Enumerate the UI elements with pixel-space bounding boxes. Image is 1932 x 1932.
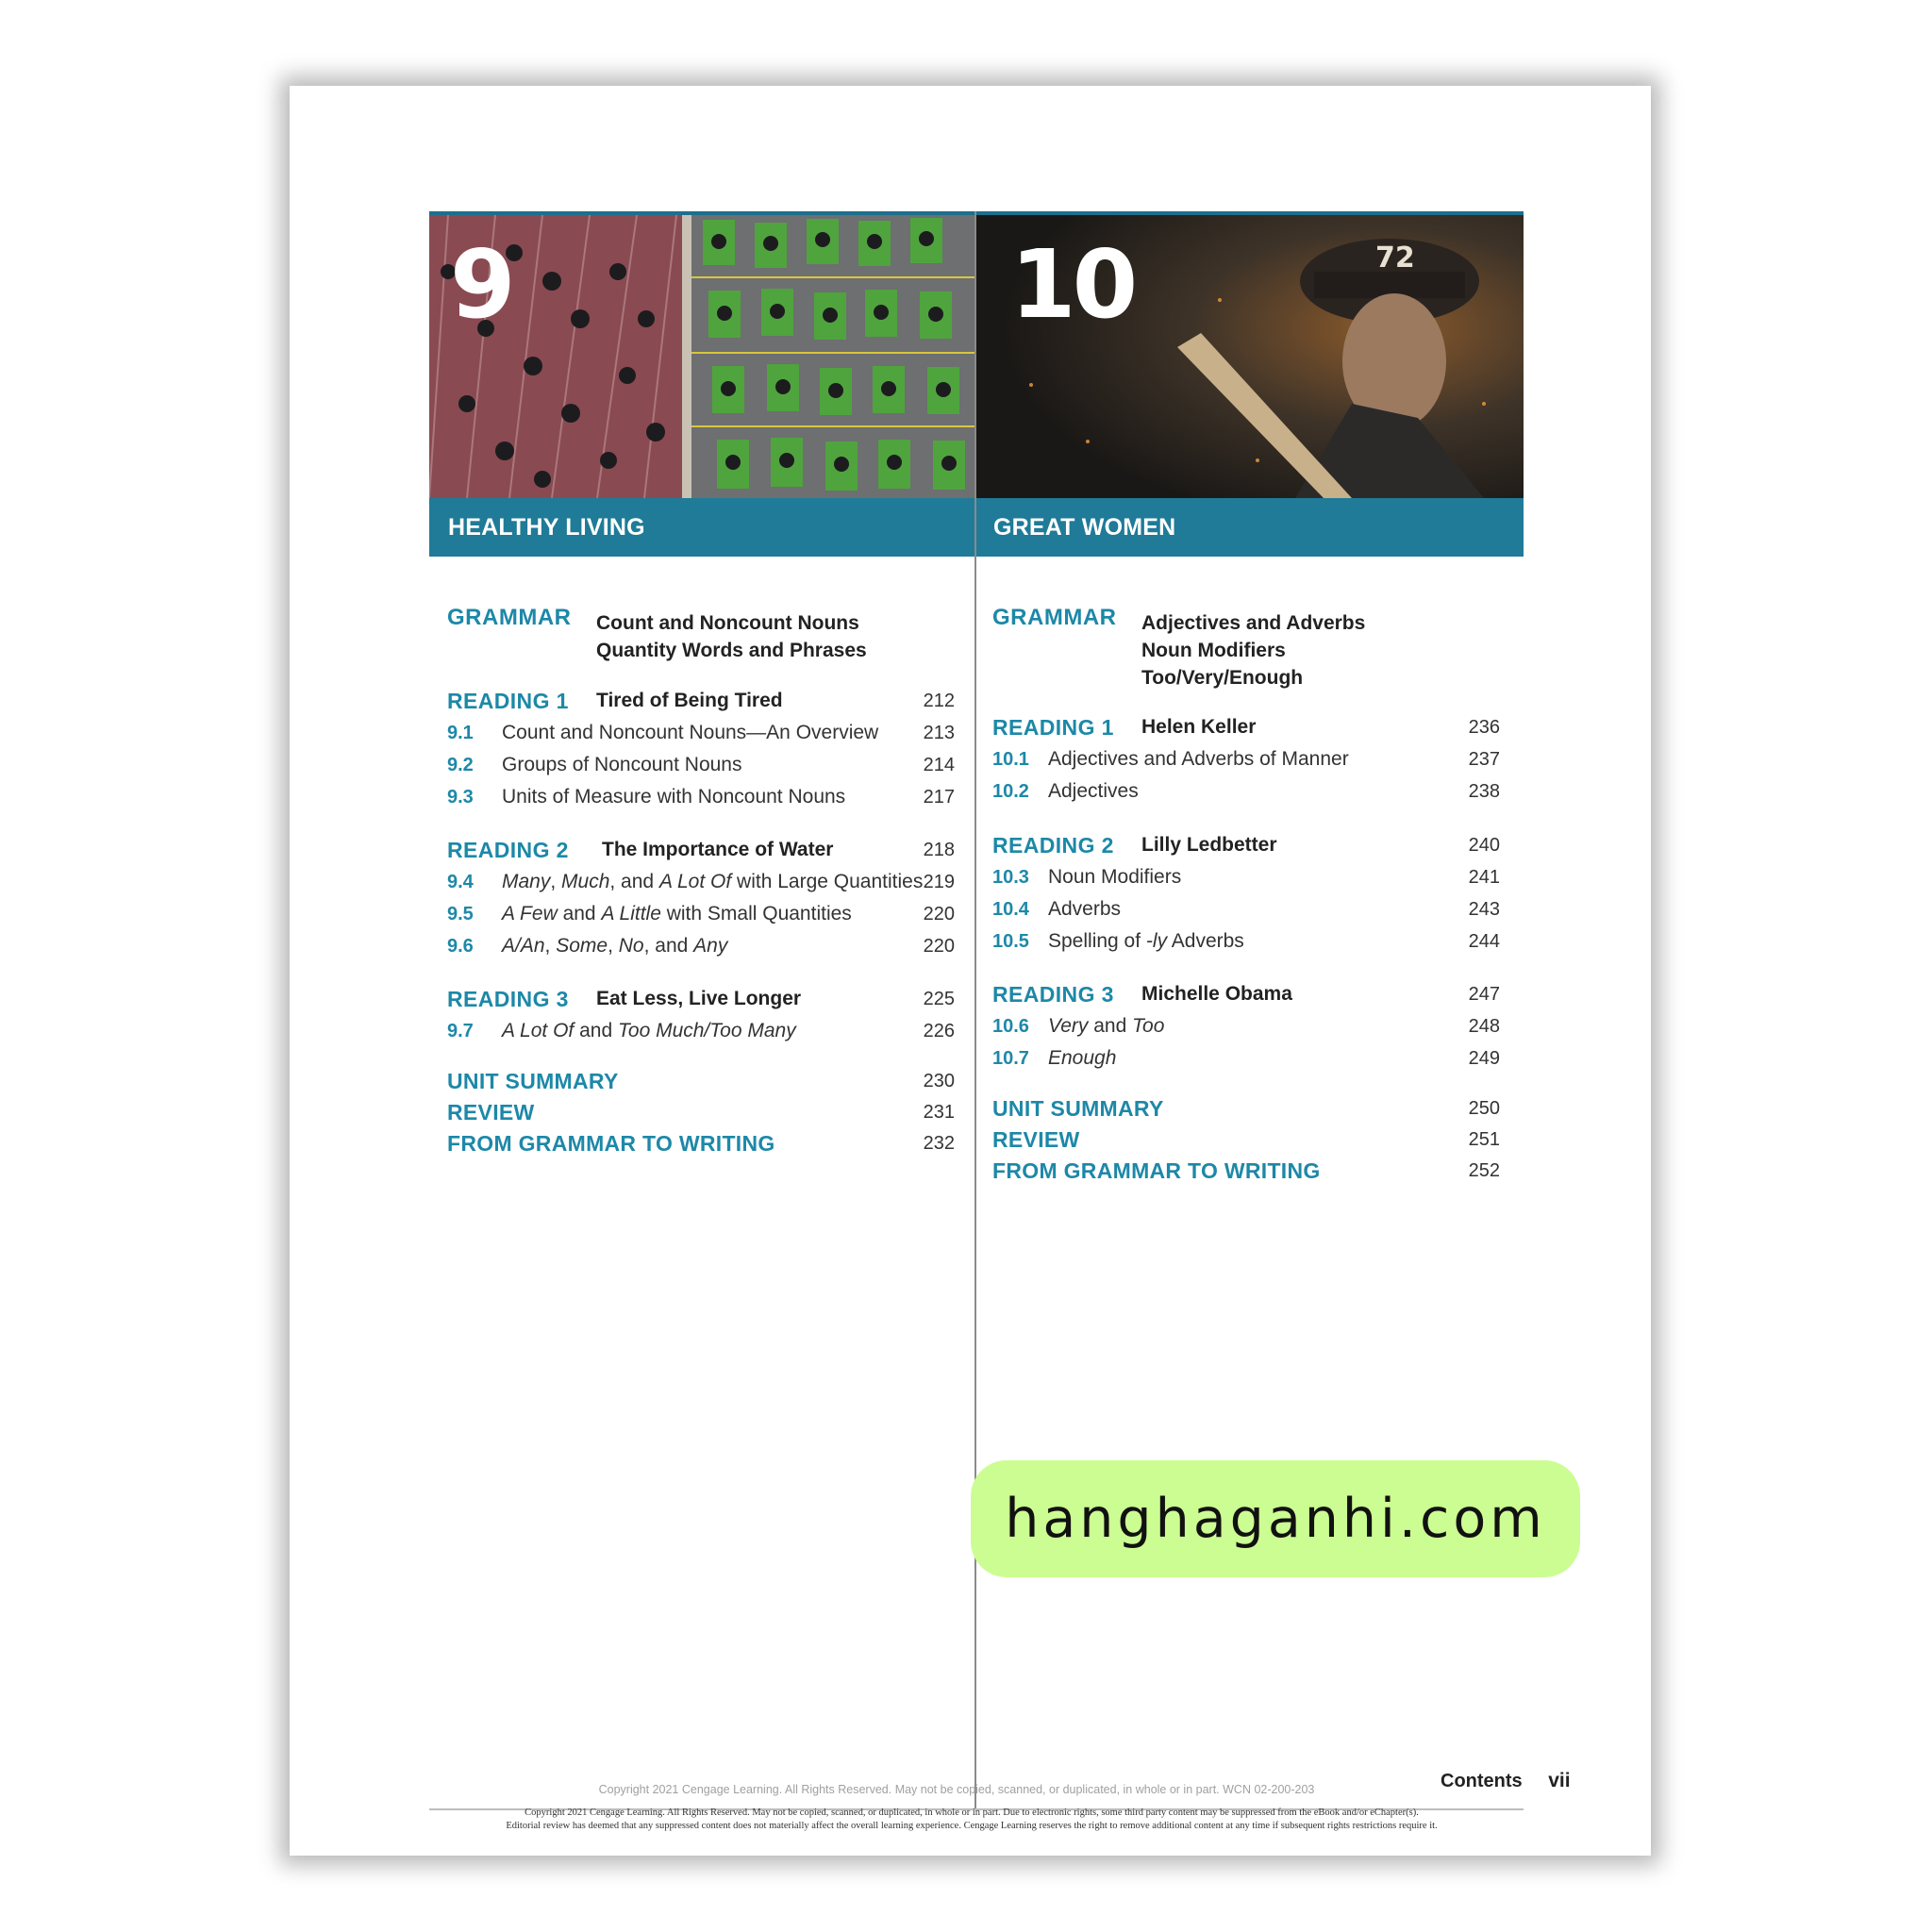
reading-label: READING 1 [992, 715, 1114, 740]
lesson-title: Adjectives [1048, 780, 1139, 802]
lesson-row[interactable] [992, 927, 1500, 956]
page-number: 220 [923, 936, 955, 957]
lesson-title: Enough [1048, 1047, 1117, 1069]
page-number: 252 [1468, 1160, 1500, 1181]
reading-label: READING 3 [447, 987, 569, 1011]
page-number: 238 [1468, 781, 1500, 802]
book-page [290, 86, 1651, 1856]
page-number: 243 [1468, 899, 1500, 920]
page-number: 240 [1468, 835, 1500, 856]
section-label: UNIT SUMMARY [992, 1096, 1164, 1121]
lesson-row[interactable] [992, 863, 1500, 891]
page-number: 226 [923, 1021, 955, 1041]
page-number: 231 [923, 1102, 955, 1123]
page-number: 218 [923, 840, 955, 860]
watermark-badge: hanghaganhi.com [971, 1460, 1580, 1577]
reading-row[interactable] [447, 836, 955, 864]
copyright-text: Copyright 2021 Cengage Learning. All Rights Reserved. May not be copied, scanned, or duplicated, in whole or in part. WCN 02-200-203 [598, 1783, 1315, 1796]
unit-9-header [429, 211, 974, 557]
section-label: FROM GRAMMAR TO WRITING [992, 1158, 1321, 1183]
lesson-number: 10.1 [992, 749, 1029, 770]
page-number: 250 [1468, 1098, 1500, 1119]
lesson-row[interactable] [992, 777, 1500, 806]
section-label: REVIEW [447, 1100, 535, 1124]
lesson-title: Count and Noncount Nouns—An Overview [502, 722, 879, 743]
grammar-topic: Count and Noncount Nouns [596, 612, 859, 634]
section-label: UNIT SUMMARY [447, 1069, 619, 1093]
grammar-label: GRAMMAR [447, 605, 572, 630]
page-number: 219 [923, 872, 955, 892]
copyright-line [0, 1783, 1932, 1796]
grammar-label: GRAMMAR [992, 605, 1117, 630]
lesson-number: 10.3 [992, 867, 1029, 888]
lesson-title: Many, Much, and A Lot Of with Large Quantities [502, 871, 924, 892]
reading-row[interactable] [992, 713, 1500, 741]
page-number: 212 [923, 691, 955, 711]
lesson-number: 10.6 [992, 1016, 1029, 1037]
review-row[interactable] [447, 1098, 955, 1126]
page-number: 214 [923, 755, 955, 775]
lesson-row[interactable] [992, 1044, 1500, 1073]
lesson-row[interactable] [992, 745, 1500, 774]
lesson-row[interactable] [992, 1012, 1500, 1041]
svg-text:72: 72 [1375, 242, 1415, 275]
lesson-number: 9.2 [447, 755, 474, 775]
lesson-row[interactable] [447, 783, 955, 811]
unit-10-number: 10 [1010, 229, 1135, 340]
grammar-topic: Adjectives and Adverbs [1141, 612, 1366, 634]
lesson-title: Noun Modifiers [1048, 866, 1182, 888]
lesson-number: 9.1 [447, 723, 474, 743]
grammar-topic: Too/Very/Enough [1141, 667, 1304, 689]
lesson-title: Adverbs [1048, 898, 1122, 920]
section-label: FROM GRAMMAR TO WRITING [447, 1131, 775, 1156]
lesson-number: 9.7 [447, 1021, 474, 1041]
unit-10-title: GREAT WOMEN [974, 498, 1524, 557]
lesson-number: 10.2 [992, 781, 1029, 802]
reading-title: Helen Keller [1141, 716, 1257, 738]
reading-title: Tired of Being Tired [596, 690, 783, 711]
grammar-topics [596, 609, 955, 664]
unit-summary-row[interactable] [992, 1094, 1500, 1123]
page-number: 225 [923, 989, 955, 1009]
lesson-title: Units of Measure with Noncount Nouns [502, 786, 846, 808]
lesson-number: 10.7 [992, 1048, 1029, 1069]
reading-label: READING 2 [992, 833, 1114, 858]
reading-title: Eat Less, Live Longer [596, 988, 802, 1009]
page-number: 213 [923, 723, 955, 743]
lesson-number: 10.4 [992, 899, 1029, 920]
fine-print-line-1: Copyright 2021 Cengage Learning. All Rights Reserved. May not be copied, scanned, or duplicated, in whole or in part. Due to electronic rights, some third party content may be suppressed from the eBook and/or eChapter(s). [525, 1807, 1419, 1818]
reading-row[interactable] [992, 831, 1500, 859]
lesson-row[interactable] [447, 751, 955, 779]
grammar-topic: Quantity Words and Phrases [596, 640, 867, 661]
page-number: 248 [1468, 1016, 1500, 1037]
page-number: 244 [1468, 931, 1500, 952]
unit-9-title: HEALTHY LIVING [429, 498, 974, 557]
lesson-title: Adjectives and Adverbs of Manner [1048, 748, 1349, 770]
lesson-row[interactable] [992, 895, 1500, 924]
page-number: 230 [923, 1071, 955, 1091]
reading-label: READING 3 [992, 982, 1114, 1007]
fine-print-line-2: Editorial review has deemed that any suppressed content does not materially affect the overall learning experience. Cengage Learning reserves the right to remove additional content at any time if subsequent rights restrictions require it. [506, 1821, 1438, 1831]
reading-label: READING 2 [447, 838, 569, 862]
page-number: 249 [1468, 1048, 1500, 1069]
unit-summary-row[interactable] [447, 1067, 955, 1095]
page-number: 251 [1468, 1129, 1500, 1150]
lesson-row[interactable] [447, 900, 955, 928]
lesson-number: 9.4 [447, 872, 474, 892]
page-number: 232 [923, 1133, 955, 1154]
footer-contents-label: Contents [1441, 1771, 1523, 1791]
reading-label: READING 1 [447, 689, 569, 713]
grammar-topics [1141, 609, 1500, 691]
lesson-row[interactable] [447, 868, 955, 896]
lesson-row[interactable] [447, 1017, 955, 1045]
fine-print [415, 1807, 1528, 1833]
lesson-number: 9.6 [447, 936, 474, 957]
page-number: 217 [923, 787, 955, 808]
footer-page-number: vii [1548, 1770, 1571, 1791]
reading-title: Lilly Ledbetter [1141, 834, 1277, 856]
reading-row[interactable] [447, 985, 955, 1013]
lesson-title: A Few and A Little with Small Quantities [502, 903, 852, 924]
reading-title: Michelle Obama [1141, 983, 1292, 1005]
reading-row[interactable] [992, 980, 1500, 1008]
lesson-number: 10.5 [992, 931, 1029, 952]
lesson-number: 9.5 [447, 904, 474, 924]
unit-9-number: 9 [450, 229, 512, 340]
grammar-to-writing-row[interactable] [992, 1157, 1500, 1185]
lesson-title: Groups of Noncount Nouns [502, 754, 742, 775]
page-number: 247 [1468, 984, 1500, 1005]
page-number: 236 [1468, 717, 1500, 738]
grammar-topic: Noun Modifiers [1141, 640, 1286, 661]
lesson-title: A/An, Some, No, and Any [502, 935, 728, 957]
lesson-row[interactable] [447, 719, 955, 747]
page-number: 237 [1468, 749, 1500, 770]
reading-title: The Importance of Water [602, 839, 834, 860]
review-row[interactable] [992, 1125, 1500, 1154]
column-divider [974, 211, 976, 1809]
reading-row[interactable] [447, 687, 955, 715]
lesson-row[interactable] [447, 932, 955, 960]
lesson-title: Spelling of -ly Adverbs [1048, 930, 1244, 952]
page-number: 220 [923, 904, 955, 924]
lesson-number: 9.3 [447, 787, 474, 808]
unit-10-header [974, 211, 1524, 557]
page-number: 241 [1468, 867, 1500, 888]
lesson-title: A Lot Of and Too Much/Too Many [502, 1020, 796, 1041]
lesson-title: Very and Too [1048, 1015, 1165, 1037]
grammar-to-writing-row[interactable] [447, 1129, 955, 1158]
section-label: REVIEW [992, 1127, 1080, 1152]
